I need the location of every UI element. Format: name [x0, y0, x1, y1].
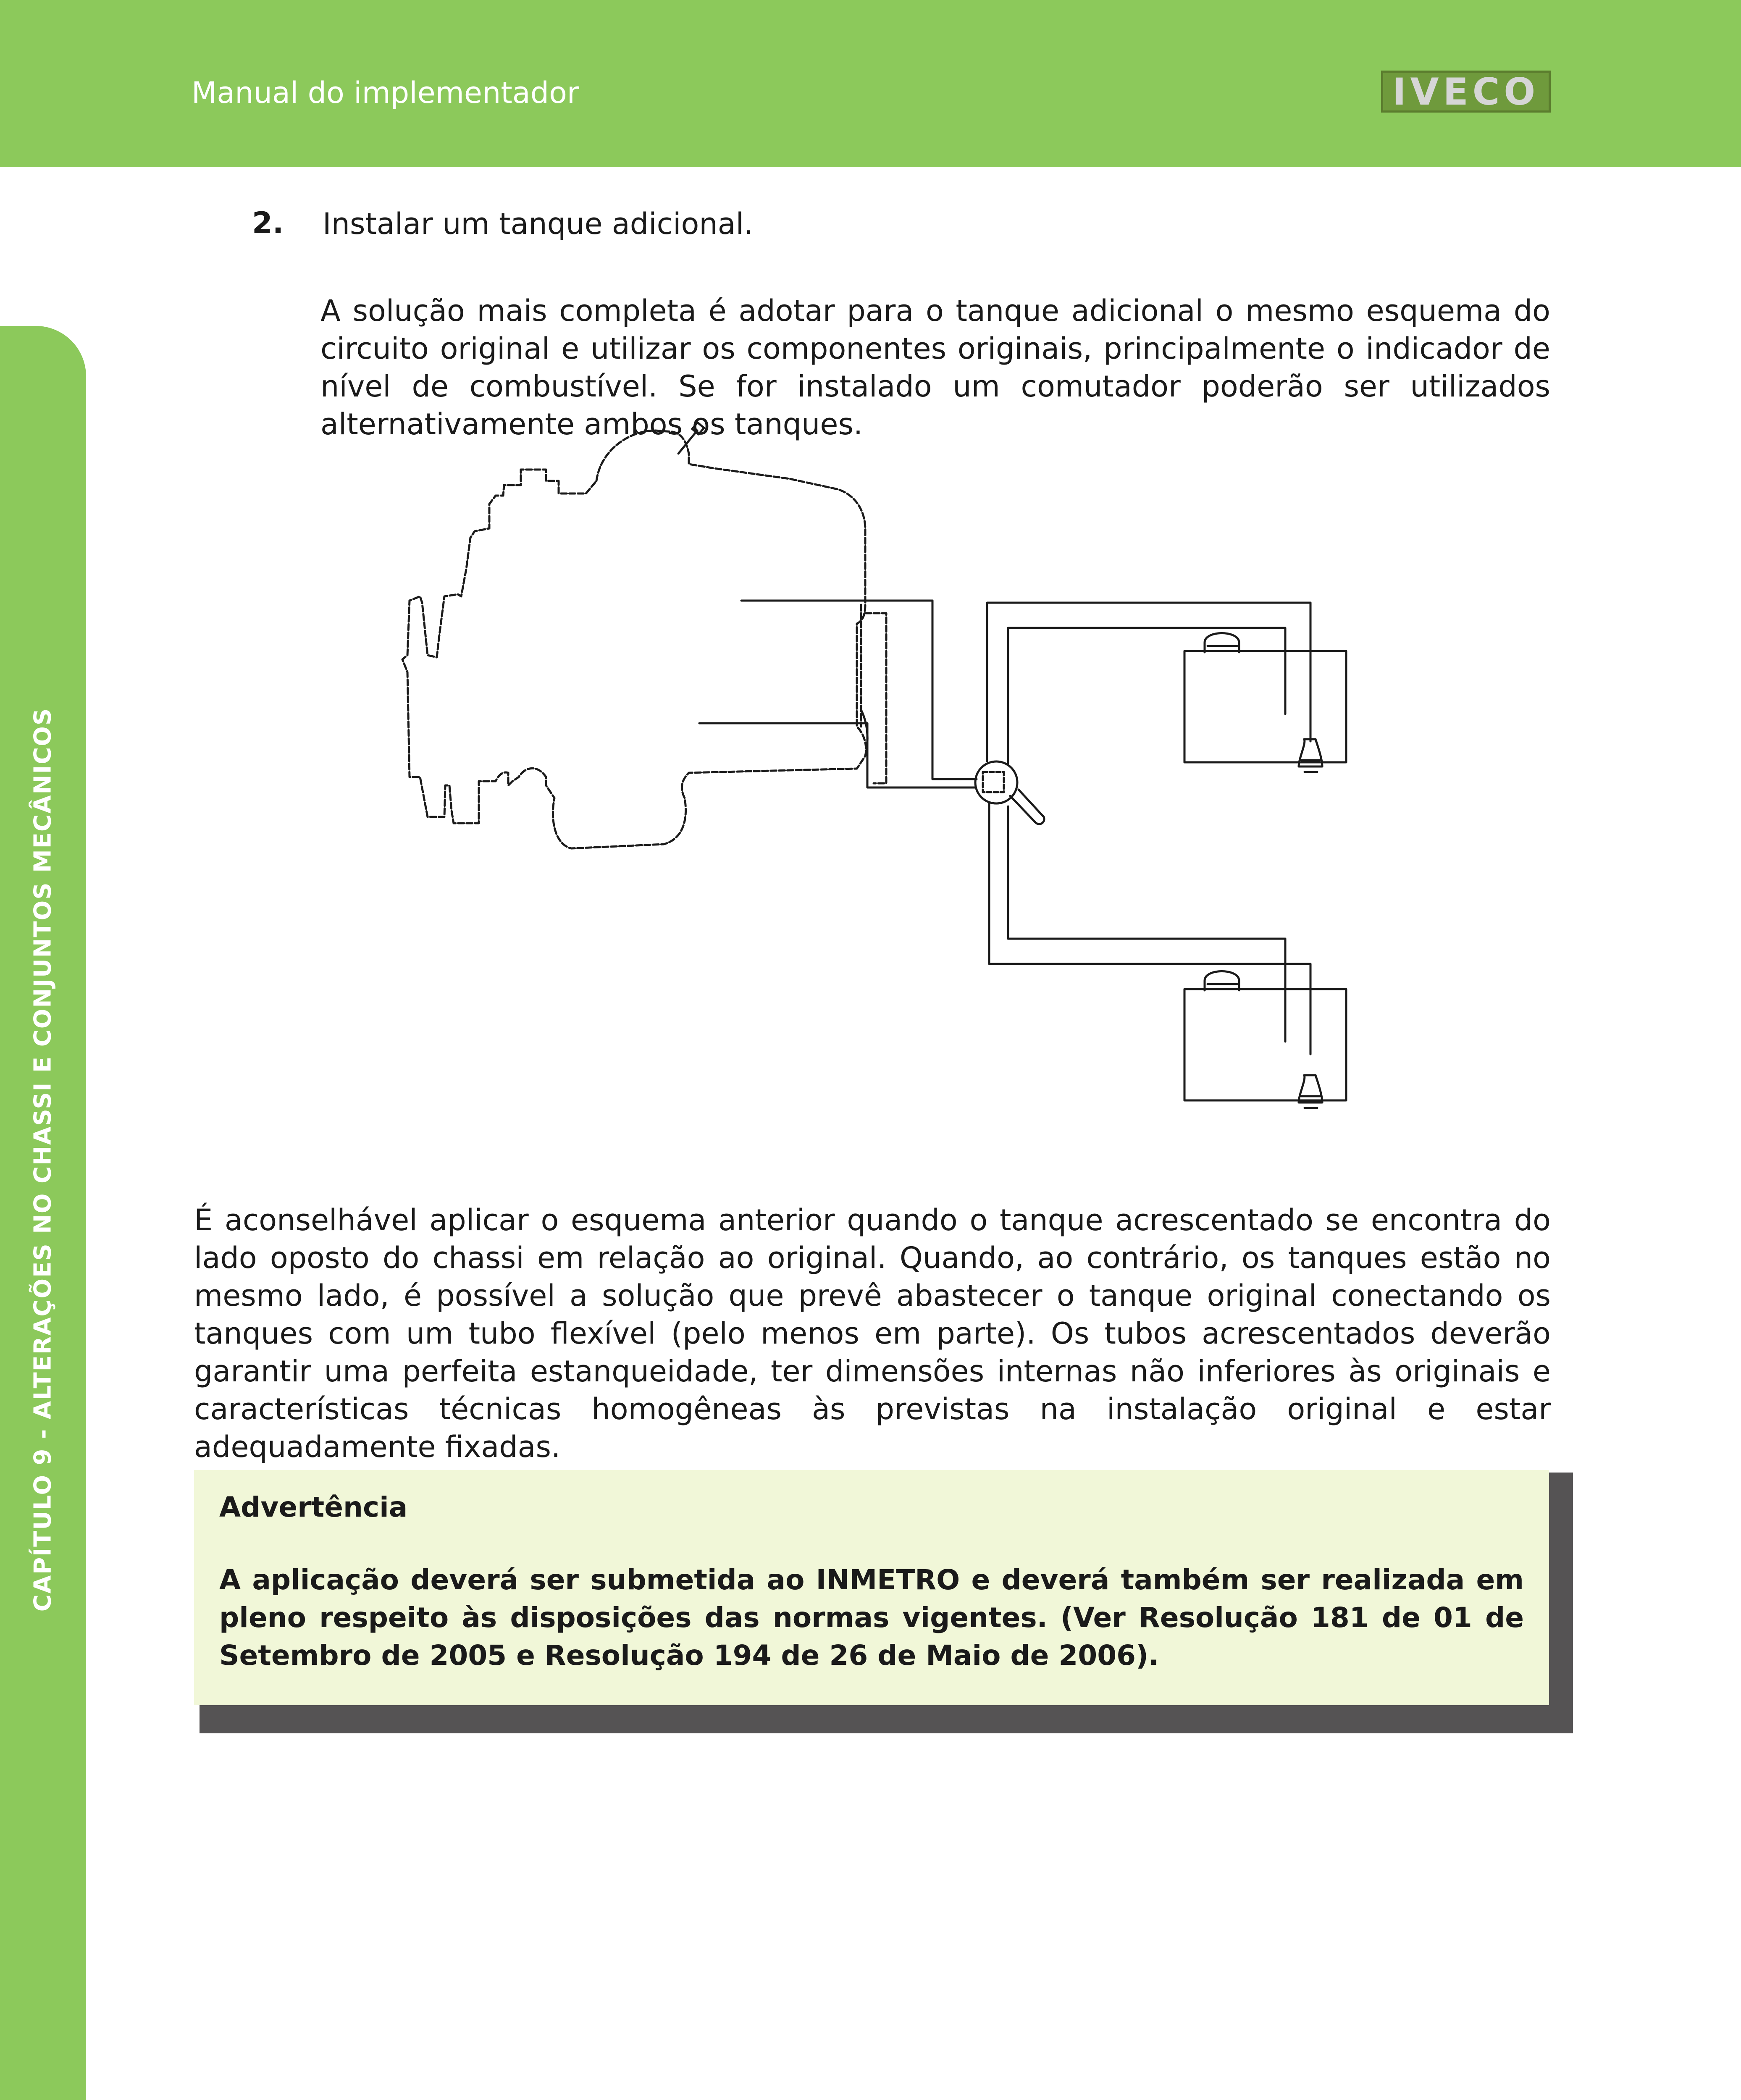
warning-title: Advertência: [219, 1491, 408, 1523]
lower-fuel-tank: [1184, 971, 1346, 1108]
chapter-title: CAPÍTULO 9 - ALTERAÇÕES NO CHASSI E CONJUNTOS MECÂNICOS: [29, 707, 57, 1612]
item-number: 2.: [252, 206, 284, 240]
page-header: [0, 0, 1741, 167]
engine-outline: [402, 430, 866, 848]
switch-component: [975, 761, 1044, 824]
fuel-system-diagram: [391, 420, 1357, 1126]
intro-paragraph: A solução mais completa é adotar para o tanque adicional o mesmo esquema do circuito original e utilizar os componentes originais, principalmente o indicador de nível de combustível. Se for instalado um comutador poderão ser utilizados alternativamente ambos os tanques.: [320, 294, 1550, 441]
iveco-logo: [1381, 71, 1551, 113]
explanation-paragraph: É aconselhável aplicar o esquema anterior quando o tanque acrescentado se encontra do lado oposto do chassi em relação ao original. Quando, ao contrário, os tanques estão no mesmo lado, é possível a solução que prevê abastecer o tanque original conectando os tanques com um tubo flexível (pelo menos em parte). Os tubos acrescentados deverão garantir uma perfeita estanqueidade, ter dimensões internas não inferiores às originais e características técnicas homogêneas às previstas na instalação original e estar adequadamente fixadas.: [194, 1203, 1551, 1464]
warning-text: A aplicação deverá ser submetida ao INMETRO e deverá também ser realizada em pleno respeito às disposições das normas vigentes. (Ver Resolução 181 de 01 de Setembro de 2005 e Resolução 194 de 26 de Maio de 2006).: [219, 1564, 1524, 1672]
upper-fuel-tank: [1184, 633, 1346, 772]
manual-title: Manual do implementador: [192, 76, 579, 110]
logo-text: IVECO: [1392, 70, 1540, 113]
warning-box: [194, 1470, 1549, 1705]
chapter-sidebar: [0, 326, 86, 2100]
item-title: Instalar um tanque adicional.: [323, 207, 754, 241]
